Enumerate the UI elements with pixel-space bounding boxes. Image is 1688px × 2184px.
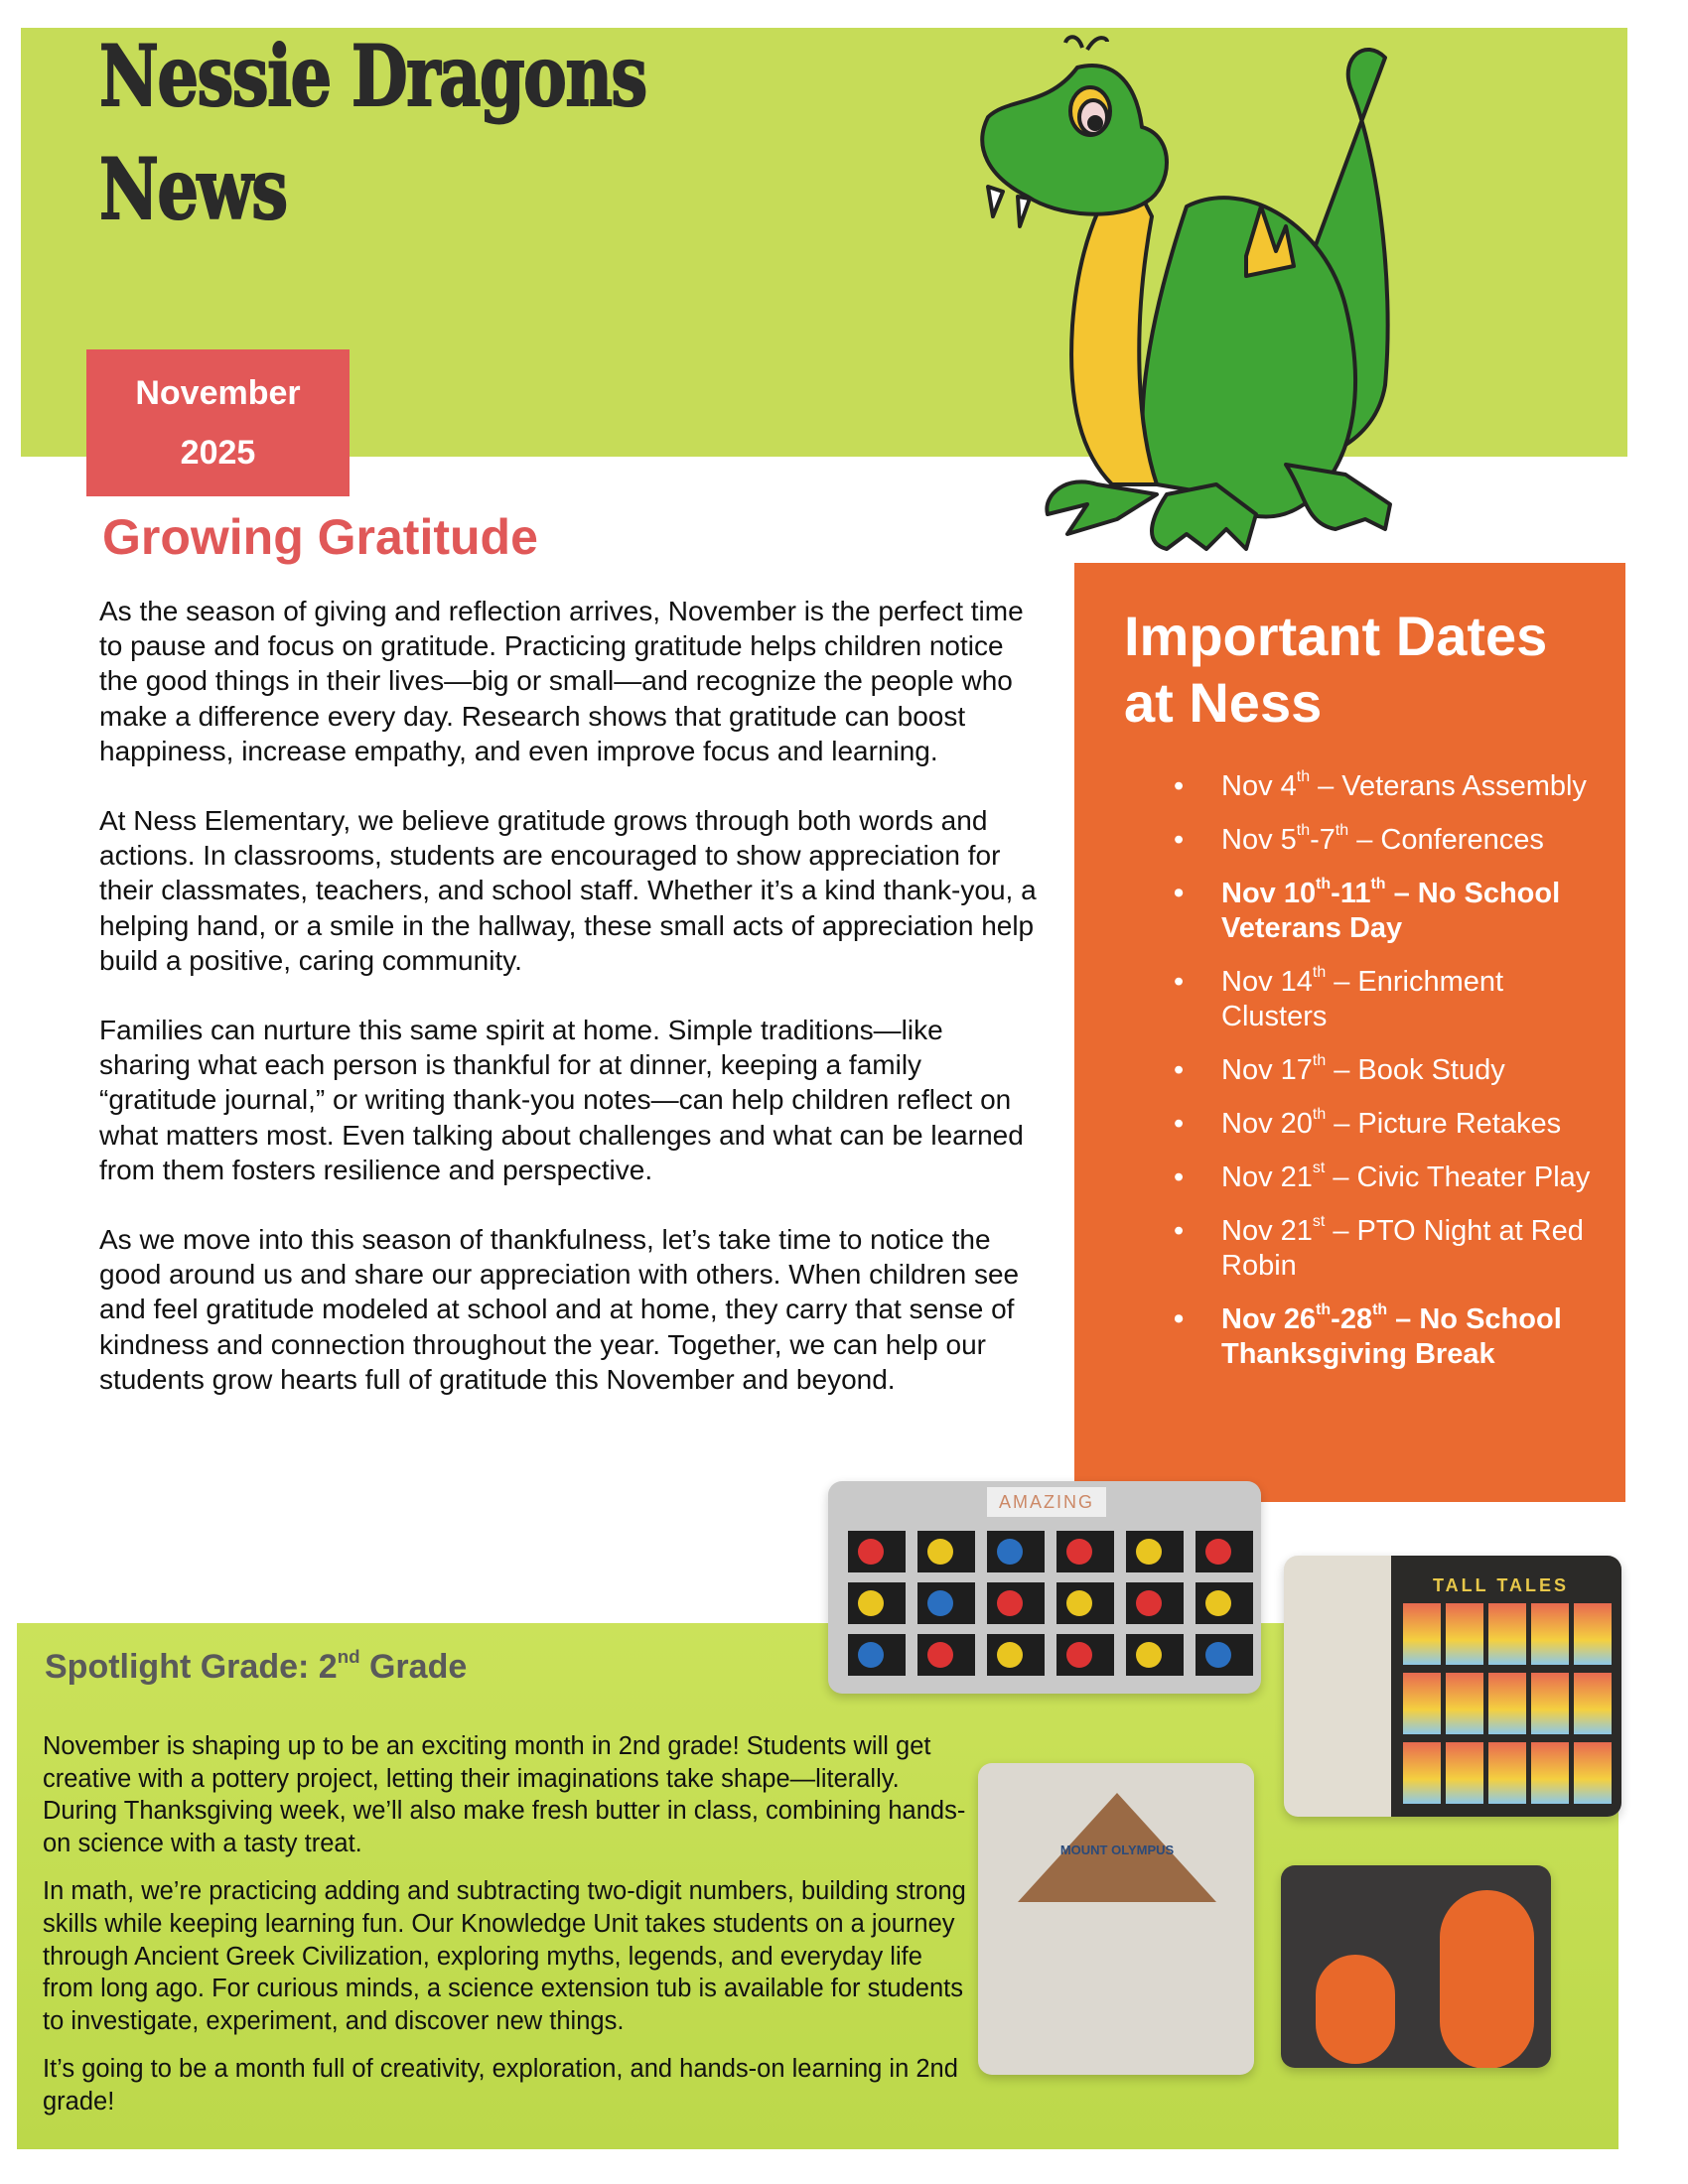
photo-sign-mount-olympus: MOUNT OLYMPUS [1059,1843,1175,1857]
art-tile [848,1531,906,1572]
date-suffix: th [1312,1106,1327,1123]
newsletter-title [99,20,646,246]
title-line-1: Nessie Dragons [99,27,646,125]
spotlight-title-text: Spotlight Grade: 2 [45,1648,338,1686]
date-range-end: -7 [1310,824,1336,856]
art-tile [917,1634,975,1676]
date-item [1174,823,1606,858]
issue-date-box [86,349,350,496]
date-item [1174,877,1606,946]
article-paragraph: At Ness Elementary, we believe gratitude grows through both words and actions. In classrooms, students are encouraged to show appreciation for their classmates, teachers, and school staff. Whether it’s a kind thank-you, a helping hand, or a smile in the hallway, these small acts of appreciation help build a positive, caring community. [99,805,1037,976]
date-suffix: th [1372,1301,1388,1318]
issue-year: 2025 [180,434,256,472]
date-range-end: -11 [1331,878,1371,909]
art-tile [1403,1742,1441,1804]
art-tile [1403,1603,1441,1665]
art-tile [1488,1673,1526,1734]
article-paragraph: As we move into this season of thankfulness, let’s take time to notice the good around us and share our appreciation with others. When children see and feel gratitude modeled at school and at home, they carry that sense of kindness and connection throughout the year. Together, we can help our students grow hearts full of gratitude this November and beyond. [99,1224,1020,1395]
art-tile [987,1582,1045,1624]
date-item [1174,1053,1606,1088]
art-tile [1056,1634,1114,1676]
date-label: Nov 20 [1221,1108,1313,1140]
date-event: – PTO Night at Red Robin [1221,1215,1584,1282]
date-suffix: st [1312,1160,1326,1176]
art-tile [1446,1742,1483,1804]
date-suffix: th [1312,964,1327,981]
article-title: Growing Gratitude [102,509,538,565]
photo-sign-amazing: AMAZING [987,1487,1106,1517]
date-item [1174,769,1606,804]
date-label: Nov 4 [1221,770,1297,802]
art-tile [1574,1673,1612,1734]
date-item [1174,965,1606,1034]
date-event: – Picture Retakes [1326,1108,1562,1140]
important-dates-title: Important Dates at Ness [1124,605,1548,734]
date-event: – Conferences [1348,824,1544,856]
art-tile [1056,1582,1114,1624]
photo-apple-art-board [828,1481,1261,1694]
date-suffix: th [1296,768,1311,785]
art-tile [987,1531,1045,1572]
date-label: Nov 17 [1221,1054,1313,1086]
important-dates-panel [1074,563,1625,1502]
art-tile [1446,1603,1483,1665]
date-label: Nov 21 [1221,1215,1313,1247]
spotlight-paragraph: It’s going to be a month full of creativity, exploration, and hands-on learning in 2nd grade! [43,2055,958,2116]
art-tile [1531,1603,1569,1665]
art-tile [1196,1531,1253,1572]
art-tile [1126,1582,1184,1624]
art-tile [1531,1673,1569,1734]
date-suffix: th [1296,822,1311,839]
art-tile [1488,1742,1526,1804]
art-tile [1126,1634,1184,1676]
date-event: – Civic Theater Play [1325,1161,1591,1193]
photo-greek-gods-board [978,1763,1254,2075]
art-tile [1126,1531,1184,1572]
art-tile [917,1582,975,1624]
spotlight-title-end: Grade [359,1648,468,1686]
art-tile [1488,1603,1526,1665]
spotlight-paragraph: In math, we’re practicing adding and subtracting two-digit numbers, building strong skills while keeping learning fun. Our Knowledge Unit takes students on a journey through Ancient Greek Civilization, exploring myths, legends, and everyday life from long ago. For curious minds, a science extension tub is available for students to investigate, experiment, and discover new things. [43,1877,966,2035]
art-tile [848,1582,906,1624]
date-item [1174,1214,1606,1284]
date-event: – No School Veterans Day [1221,878,1561,944]
date-label: Nov 26 [1221,1303,1317,1335]
date-item [1174,1302,1606,1372]
art-tile [1403,1673,1441,1734]
date-suffix: th [1335,822,1349,839]
art-tile [1196,1582,1253,1624]
title-line-2: News [99,140,287,238]
art-tile [848,1634,906,1676]
date-label: Nov 5 [1221,824,1297,856]
date-suffix: th [1316,1301,1332,1318]
art-tile [1446,1673,1483,1734]
date-item [1174,1107,1606,1142]
date-range-end: -28 [1331,1303,1373,1335]
dragon-mascot-illustration [948,28,1475,559]
art-tile [917,1531,975,1572]
date-event: – Veterans Assembly [1310,770,1587,802]
date-suffix: th [1316,876,1332,892]
date-suffix: th [1370,876,1386,892]
date-event: – Enrichment Clusters [1221,966,1504,1032]
issue-month: November [135,374,301,412]
spotlight-body [43,1730,966,2134]
article-paragraph: As the season of giving and reflection arrives, November is the perfect time to pause and focus on gratitude. Practicing gratitude helps children notice the good things in their lives—big or small—and recognize the people who make a difference every day. Research shows that gratitude can boost happiness, increase empathy, and even improve focus and learning. [99,596,1024,766]
date-label: Nov 10 [1221,878,1317,909]
art-tile [1574,1603,1612,1665]
art-tile [1196,1634,1253,1676]
photo-sign-tall-tales: TALL TALES [1433,1575,1569,1595]
spotlight-title [45,1648,467,1687]
date-item [1174,1160,1606,1195]
article-body [99,594,1038,1432]
date-label: Nov 21 [1221,1161,1313,1193]
art-tile [987,1634,1045,1676]
photo-orange-monsters [1281,1865,1551,2068]
date-suffix: th [1312,1052,1327,1069]
article-paragraph: Families can nurture this same spirit at home. Simple traditions—like sharing what each person is thankful for at dinner, keeping a family “gratitude journal,” or writing thank-you notes—can help children reflect on what matters most. Even talking about challenges and what can be learned from them fosters resilience and perspective. [99,1015,1024,1185]
date-event: – No School Thanksgiving Break [1221,1303,1562,1370]
date-suffix: st [1312,1213,1326,1230]
art-tile [1574,1742,1612,1804]
art-tile [1056,1531,1114,1572]
date-label: Nov 14 [1221,966,1313,998]
date-event: – Book Study [1326,1054,1505,1086]
art-tile [1531,1742,1569,1804]
spotlight-title-sup: nd [337,1646,360,1667]
spotlight-paragraph: November is shaping up to be an exciting month in 2nd grade! Students will get creative with a pottery project, letting their imaginations take shape—literally. During Thanksgiving week, we’ll also make fresh butter in class, combining hands-on science with a tasty treat. [43,1732,966,1857]
photo-tall-tales-board [1284,1556,1621,1817]
important-dates-list [1124,769,1606,1372]
